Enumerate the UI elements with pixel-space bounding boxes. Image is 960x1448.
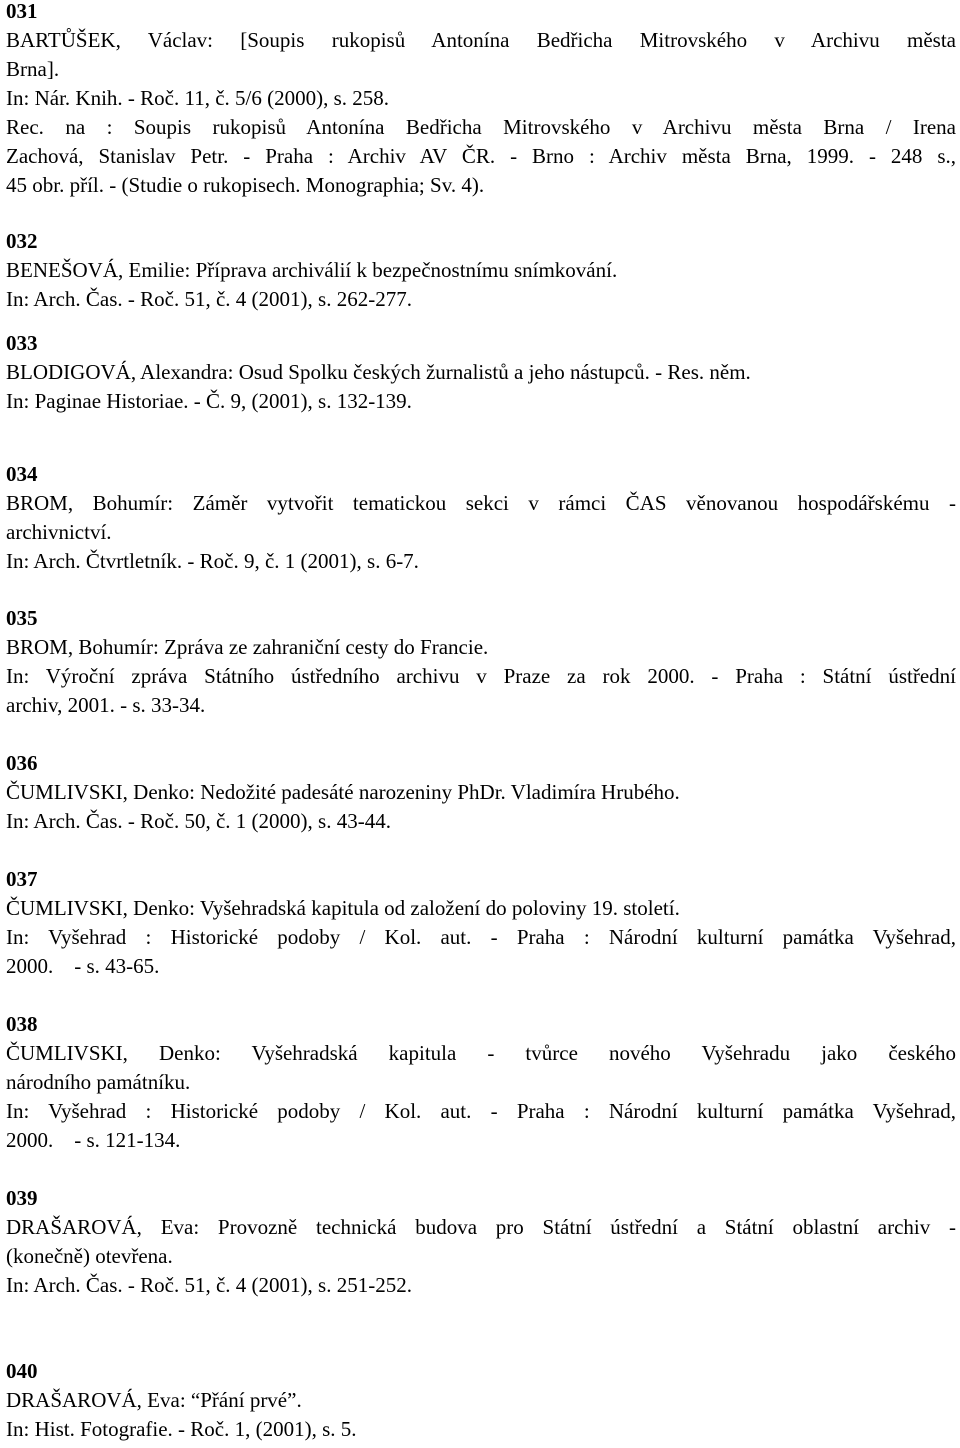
entry-number: 037 [6, 867, 38, 891]
entry-number: 038 [6, 1012, 38, 1036]
entry-line: Rec. na : Soupis rukopisů Antonína Bedřicha Mitrovského v Archivu města Brna / Irena [6, 115, 956, 139]
entry-line: 2000. - s. 121-134. [6, 1128, 181, 1152]
entry-line: 2000. - s. 43-65. [6, 954, 160, 978]
entry-039 [6, 1184, 956, 1300]
entry-number: 039 [6, 1186, 38, 1210]
entry-035 [6, 604, 956, 720]
entry-038 [6, 1010, 956, 1155]
entry-line: ČUMLIVSKI, Denko: Nedožité padesáté narozeniny PhDr. Vladimíra Hrubého. [6, 780, 680, 804]
entry-number: 032 [6, 229, 38, 253]
entry-040 [6, 1357, 956, 1444]
entry-line: In: Vyšehrad : Historické podoby / Kol. aut. - Praha : Národní kulturní památka Vyšehrad, [6, 1099, 956, 1123]
entry-line: národního památníku. [6, 1070, 191, 1094]
entry-032 [6, 227, 956, 314]
entry-number: 040 [6, 1359, 38, 1383]
entry-line: BENEŠOVÁ, Emilie: Příprava archiválií k bezpečnostnímu snímkování. [6, 258, 618, 282]
entry-line: In: Arch. Čas. - Roč. 51, č. 4 (2001), s. 251-252. [6, 1273, 412, 1297]
entry-line: In: Arch. Čas. - Roč. 50, č. 1 (2000), s. 43-44. [6, 809, 391, 833]
entry-line: 45 obr. příl. - (Studie o rukopisech. Monographia; Sv. 4). [6, 173, 485, 197]
entry-line: In: Hist. Fotografie. - Roč. 1, (2001), s. 5. [6, 1417, 357, 1441]
entry-line: (konečně) otevřena. [6, 1244, 173, 1268]
entry-line: In: Vyšehrad : Historické podoby / Kol. aut. - Praha : Národní kulturní památka Vyšehrad, [6, 925, 956, 949]
entry-037 [6, 865, 956, 981]
entry-number: 034 [6, 462, 38, 486]
entry-number: 035 [6, 606, 38, 630]
entry-line: DRAŠAROVÁ, Eva: “Přání prvé”. [6, 1388, 302, 1412]
entry-line: BLODIGOVÁ, Alexandra: Osud Spolku českých žurnalistů a jeho nástupců. - Res. něm. [6, 360, 751, 384]
entry-line: Brna]. [6, 57, 60, 81]
entry-line: BROM, Bohumír: Zpráva ze zahraniční cesty do Francie. [6, 635, 489, 659]
entry-number: 031 [6, 0, 38, 23]
entry-034 [6, 460, 956, 576]
entry-line: In: Výroční zpráva Státního ústředního archivu v Praze za rok 2000. - Praha : Státní ústřední [6, 664, 956, 688]
entry-line: Zachová, Stanislav Petr. - Praha : Archiv AV ČR. - Brno : Archiv města Brna, 1999. - 248 s., [6, 144, 956, 168]
entry-number: 033 [6, 331, 38, 355]
entry-line: In: Arch. Čas. - Roč. 51, č. 4 (2001), s. 262-277. [6, 287, 412, 311]
entry-line: In: Arch. Čtvrtletník. - Roč. 9, č. 1 (2001), s. 6-7. [6, 549, 419, 573]
entry-line: BARTŮŠEK, Václav: [Soupis rukopisů Antonína Bedřicha Mitrovského v Archivu města [6, 28, 956, 52]
entry-line: ČUMLIVSKI, Denko: Vyšehradská kapitula od založení do poloviny 19. století. [6, 896, 680, 920]
entry-033 [6, 329, 956, 416]
entry-line: archiv, 2001. - s. 33-34. [6, 693, 206, 717]
entry-line: In: Paginae Historiae. - Č. 9, (2001), s. 132-139. [6, 389, 412, 413]
entry-line: BROM, Bohumír: Záměr vytvořit tematickou sekci v rámci ČAS věnovanou hospodářskému - [6, 491, 956, 515]
entry-031 [6, 0, 956, 200]
entry-line: archivnictví. [6, 520, 112, 544]
entry-number: 036 [6, 751, 38, 775]
entry-line: ČUMLIVSKI, Denko: Vyšehradská kapitula - tvůrce nového Vyšehradu jako českého [6, 1041, 956, 1065]
entry-line: In: Nár. Knih. - Roč. 11, č. 5/6 (2000), s. 258. [6, 86, 390, 110]
entry-line: DRAŠAROVÁ, Eva: Provozně technická budova pro Státní ústřední a Státní oblastní archiv - [6, 1215, 956, 1239]
entry-036 [6, 749, 956, 836]
